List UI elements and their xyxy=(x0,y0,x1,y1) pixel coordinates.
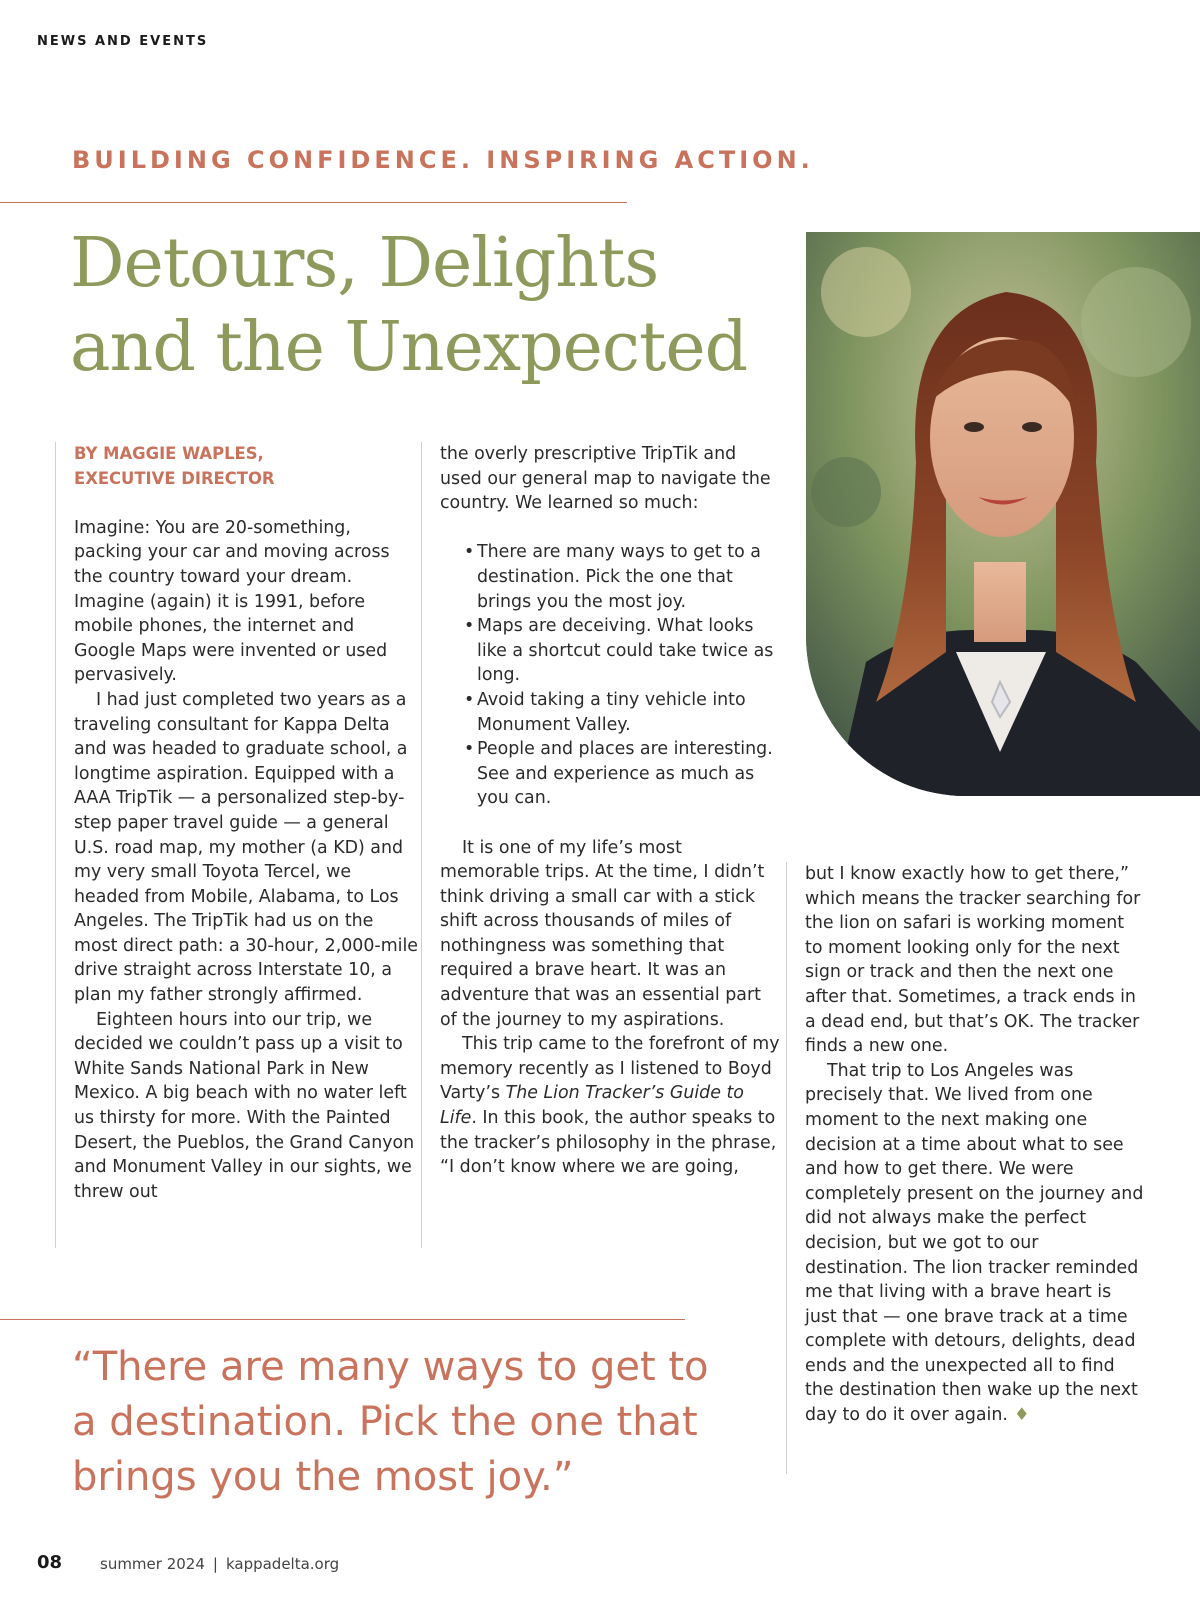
list-item: • People and places are interesting. See and experience as much as you can. xyxy=(464,737,780,811)
issue-label: summer 2024 xyxy=(100,1555,205,1573)
page-number: 08 xyxy=(37,1552,63,1573)
book-title: The Lion Tracker’s Guide to Life xyxy=(440,1083,744,1129)
article-column-1 xyxy=(55,442,419,1248)
article-column-2 xyxy=(421,442,780,1248)
paragraph-3: Eighteen hours into our trip, we decided we couldn’t pass up a visit to White Sands National Park in New Mexico. A big beach with no water left us thirsty for more. With the Painted Desert, the Pueblos, the Grand Canyon and Monument Valley in our sights, we threw out xyxy=(74,1009,415,1202)
paragraph-8-text: That trip to Los Angeles was precisely that. We lived from one moment to the next making one decision at a time about what to see and how to get there. We were completely present on the journey and did not always make the perfect decision, but we got to our destination. The lion tracker reminded me that living with a brave heart is just that — one brave track at a time complete with detours, delights, dead ends and the unexpected all to find the destination then wake up the next day to do it over again. xyxy=(805,1060,1144,1426)
footer-separator: | xyxy=(212,1555,218,1573)
lessons-list xyxy=(440,540,780,811)
paragraph-8 xyxy=(805,1059,1145,1428)
paragraph-1: Imagine: You are 20-something, packing your car and moving across the country toward your dream. Imagine (again) it is 1991, before mobile phones, the internet and Google Maps were invented or used pervasively. xyxy=(74,517,390,686)
list-item: • Avoid taking a tiny vehicle into Monument Valley. xyxy=(464,688,780,737)
byline xyxy=(74,442,419,491)
article-headline xyxy=(70,222,770,390)
kicker-tagline: BUILDING CONFIDENCE. INSPIRING ACTION. xyxy=(72,146,814,174)
footer-meta xyxy=(100,1555,339,1573)
paragraph-2: I had just completed two years as a traveling consultant for Kappa Delta and was headed to graduate school, a longtime aspiration. Equipped with a AAA TripTik — a personalized step-by-step paper travel guide — a general U.S. road map, my mother (a KD) and my very small Toyota Tercel, we headed from Mobile, Alabama, to Los Angeles. The TripTik had us on the most direct path: a 30-hour, 2,000-mile drive straight across Interstate 10, a plan my father strongly affirmed. xyxy=(74,689,418,1006)
byline-title: EXECUTIVE DIRECTOR xyxy=(74,468,275,488)
headline-line-1: Detours, Delights xyxy=(70,224,659,303)
byline-author: BY MAGGIE WAPLES, xyxy=(74,444,264,463)
paragraph-7: but I know exactly how to get there,” which means the tracker searching for the lion on safari is working moment to moment looking only for the next sign or track and then the next one after that. Sometimes, a track ends in a dead end, but that’s OK. The tracker finds a new one. xyxy=(805,864,1141,1057)
list-item: • Maps are deceiving. What looks like a shortcut could take twice as long. xyxy=(464,614,780,688)
list-item: • There are many ways to get to a destination. Pick the one that brings you the most joy. xyxy=(464,540,780,614)
article-column-3 xyxy=(786,862,1145,1474)
paragraph-4: the overly prescriptive TripTik and used our general map to navigate the country. We learned so much: xyxy=(440,444,771,514)
end-mark-icon: ♦ xyxy=(1013,1405,1030,1426)
section-label: NEWS AND EVENTS xyxy=(37,34,209,49)
author-portrait xyxy=(806,232,1200,796)
paragraph-5: It is one of my life’s most memorable trips. At the time, I didn’t think driving a small car with a stick shift across thousands of miles of nothingness was something that required a brave heart. It was an adventure that was an essential part of the journey to my aspirations. xyxy=(440,837,765,1030)
website-label: kappadelta.org xyxy=(225,1555,340,1573)
headline-line-2: and the Unexpected xyxy=(70,308,748,387)
paragraph-6 xyxy=(440,1032,780,1180)
paragraph-6-text-end: . In this book, the author speaks to the tracker’s philosophy in the phrase, “I don’t know where we are going, xyxy=(440,1108,777,1178)
pull-quote: “There are many ways to get to a destination. Pick the one that brings you the most joy.” xyxy=(72,1344,709,1500)
pull-quote-divider xyxy=(0,1319,685,1320)
paragraph-6-text: This trip came to the forefront of my memory recently as I listened to Boyd Varty’s xyxy=(440,1034,780,1104)
kicker-divider xyxy=(0,202,627,203)
